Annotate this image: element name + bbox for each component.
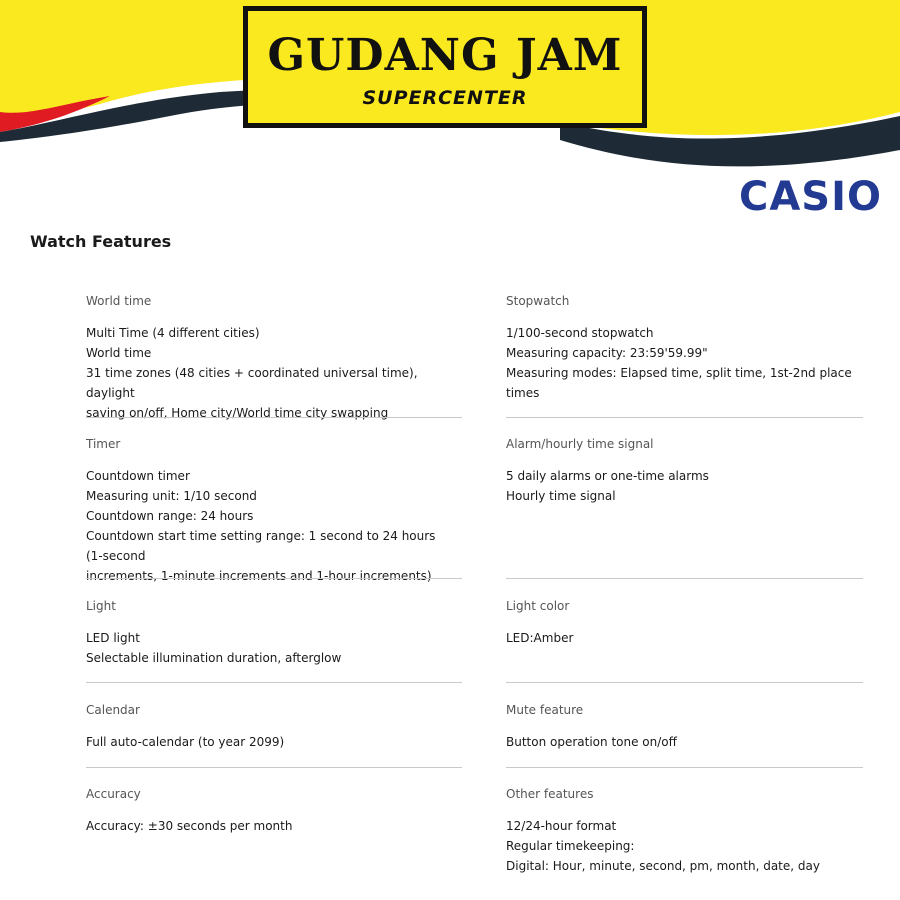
- feature-line: Selectable illumination duration, afterglow: [86, 651, 342, 665]
- divider: [506, 682, 863, 683]
- feature-line: Digital: Hour, minute, second, pm, month, date, day: [506, 859, 820, 873]
- feature-title: Other features: [506, 787, 594, 801]
- feature-line: Regular timekeeping:: [506, 839, 635, 853]
- feature-light: [86, 598, 442, 668]
- feature-title: Light: [86, 599, 116, 613]
- store-logo-subtitle: SUPERCENTER: [362, 87, 528, 109]
- feature-line: World time: [86, 346, 152, 360]
- feature-title: World time: [86, 294, 152, 308]
- feature-line: Accuracy: ±30 seconds per month: [86, 819, 293, 833]
- feature-line: Full auto-calendar (to year 2099): [86, 735, 285, 749]
- feature-title: Mute feature: [506, 703, 584, 717]
- feature-line: LED:Amber: [506, 631, 574, 645]
- feature-title: Calendar: [86, 703, 140, 717]
- feature-title: Light color: [506, 599, 570, 613]
- feature-line: Countdown timer: [86, 469, 190, 483]
- divider: [86, 682, 462, 683]
- feature-line: 12/24-hour format: [506, 819, 617, 833]
- feature-line: 5 daily alarms or one-time alarms: [506, 469, 709, 483]
- divider: [86, 767, 462, 768]
- divider: [506, 578, 863, 579]
- feature-title: Accuracy: [86, 787, 141, 801]
- feature-line: Measuring unit: 1/10 second: [86, 489, 257, 503]
- feature-calendar: [86, 702, 442, 752]
- feature-line: 31 time zones (48 cities + coordinated universal time), daylight: [86, 366, 418, 400]
- divider: [506, 417, 863, 418]
- feature-line: 1/100-second stopwatch: [506, 326, 654, 340]
- store-logo-title: GUDANG JAM: [267, 30, 623, 81]
- feature-world-time: [86, 293, 442, 423]
- feature-line: Measuring modes: Elapsed time, split time, 1st-2nd place times: [506, 366, 852, 400]
- feature-line: Countdown start time setting range: 1 second to 24 hours (1-second: [86, 529, 436, 563]
- feature-title: Alarm/hourly time signal: [506, 437, 654, 451]
- casio-logo: CASIO: [738, 174, 882, 220]
- feature-light-color: [506, 598, 862, 648]
- feature-line: Hourly time signal: [506, 489, 616, 503]
- divider: [506, 767, 863, 768]
- feature-timer: [86, 436, 442, 586]
- feature-alarm: [506, 436, 862, 506]
- feature-line: Measuring capacity: 23:59'59.99": [506, 346, 708, 360]
- page-title: Watch Features: [30, 232, 172, 251]
- feature-line: Button operation tone on/off: [506, 735, 677, 749]
- divider: [86, 417, 462, 418]
- store-logo: [243, 6, 647, 128]
- feature-accuracy: [86, 786, 442, 836]
- feature-line: increments, 1-minute increments and 1-hour increments): [86, 569, 432, 583]
- feature-title: Timer: [86, 437, 121, 451]
- feature-line: Countdown range: 24 hours: [86, 509, 254, 523]
- feature-line: LED light: [86, 631, 140, 645]
- feature-line: saving on/off, Home city/World time city swapping: [86, 406, 389, 420]
- feature-title: Stopwatch: [506, 294, 570, 308]
- feature-mute: [506, 702, 862, 752]
- feature-other: [506, 786, 862, 876]
- feature-line: Multi Time (4 different cities): [86, 326, 260, 340]
- feature-stopwatch: [506, 293, 862, 403]
- divider: [86, 578, 462, 579]
